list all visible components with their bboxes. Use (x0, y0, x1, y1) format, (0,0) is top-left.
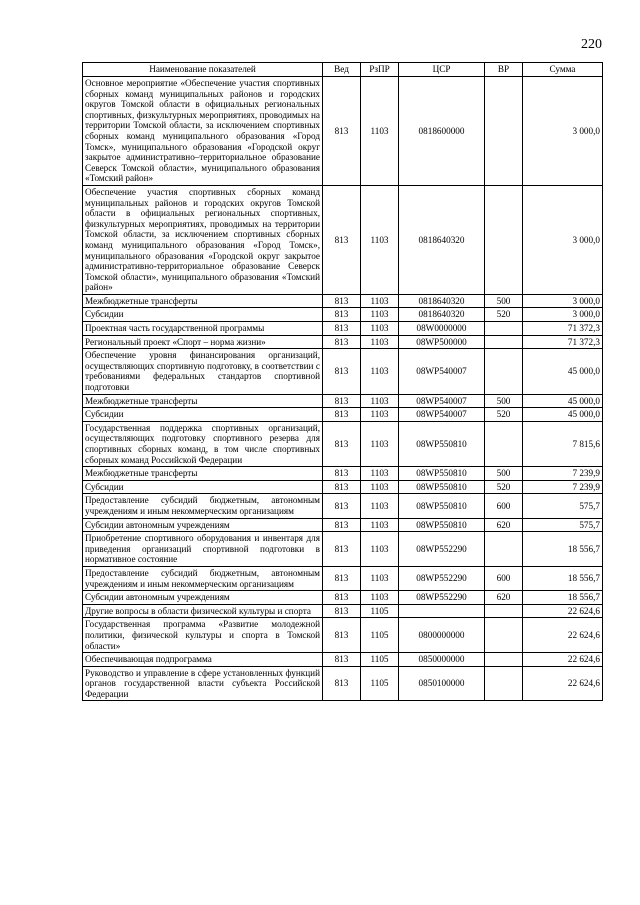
table-row (83, 566, 603, 590)
cell-ved: 813 (323, 322, 361, 336)
table-row (83, 335, 603, 349)
cell-name: Обеспечение уровня финансирования организаций, осуществляющих спортивную подготовку, в соответствии с требованиями федеральных стандартов спортивной подготовки (83, 349, 323, 394)
table-row (83, 77, 603, 186)
cell-rzpr: 1103 (361, 185, 399, 294)
cell-vr: 520 (485, 408, 523, 422)
cell-vr (485, 335, 523, 349)
cell-name: Обеспечивающая подпрограмма (83, 653, 323, 667)
cell-csr: 0818640320 (399, 308, 485, 322)
cell-sum: 22 624,6 (523, 618, 603, 653)
cell-sum: 575,7 (523, 518, 603, 532)
cell-sum: 7 815,6 (523, 421, 603, 466)
cell-name: Межбюджетные трансферты (83, 294, 323, 308)
cell-vr: 620 (485, 591, 523, 605)
cell-sum: 3 000,0 (523, 308, 603, 322)
table-row (83, 591, 603, 605)
header-name: Наименование показателей (83, 63, 323, 77)
table-header-row (83, 63, 603, 77)
cell-vr: 500 (485, 467, 523, 481)
table-row (83, 322, 603, 336)
cell-vr (485, 322, 523, 336)
cell-rzpr: 1105 (361, 666, 399, 701)
cell-vr: 500 (485, 294, 523, 308)
cell-name: Региональный проект «Спорт – норма жизни» (83, 335, 323, 349)
cell-name: Межбюджетные трансферты (83, 394, 323, 408)
cell-vr (485, 666, 523, 701)
cell-ved: 813 (323, 335, 361, 349)
cell-rzpr: 1103 (361, 480, 399, 494)
cell-sum: 22 624,6 (523, 653, 603, 667)
header-csr: ЦСР (399, 63, 485, 77)
cell-name: Государственная программа «Развитие молодежной политики, физической культуры и спорта в Томской области» (83, 618, 323, 653)
table-row (83, 532, 603, 567)
cell-vr: 600 (485, 494, 523, 518)
cell-csr: 08WP552290 (399, 591, 485, 605)
cell-ved: 813 (323, 185, 361, 294)
cell-name: Руководство и управление в сфере установленных функций органов государственной власти субъекта Российской Федерации (83, 666, 323, 701)
cell-vr (485, 604, 523, 618)
cell-csr: 0850000000 (399, 653, 485, 667)
cell-vr (485, 185, 523, 294)
cell-sum: 18 556,7 (523, 566, 603, 590)
cell-rzpr: 1103 (361, 494, 399, 518)
cell-sum: 3 000,0 (523, 294, 603, 308)
cell-vr (485, 349, 523, 394)
cell-sum: 45 000,0 (523, 408, 603, 422)
table-body (83, 77, 603, 701)
header-vr: ВР (485, 63, 523, 77)
cell-ved: 813 (323, 408, 361, 422)
cell-vr (485, 532, 523, 567)
cell-ved: 813 (323, 349, 361, 394)
table-row (83, 467, 603, 481)
cell-csr: 0850100000 (399, 666, 485, 701)
cell-sum: 71 372,3 (523, 322, 603, 336)
table-row (83, 480, 603, 494)
cell-vr: 520 (485, 480, 523, 494)
cell-rzpr: 1103 (361, 518, 399, 532)
header-sum: Сумма (523, 63, 603, 77)
cell-name: Предоставление субсидий бюджетным, автономным учреждениям и иным некоммерческим организациям (83, 494, 323, 518)
cell-rzpr: 1103 (361, 308, 399, 322)
cell-name: Предоставление субсидий бюджетным, автономным учреждениям и иным некоммерческим организациям (83, 566, 323, 590)
cell-rzpr: 1103 (361, 322, 399, 336)
cell-vr (485, 653, 523, 667)
cell-rzpr: 1105 (361, 604, 399, 618)
cell-ved: 813 (323, 518, 361, 532)
cell-csr: 08WP550810 (399, 467, 485, 481)
cell-name: Обеспечение участия спортивных сборных команд муниципальных районов и городских округов Томской области в официальных региональных спортивных, физкультурных мероприятиях, проводимых на территории Томской области, за исключением спортивных сборных команд муниципального образования «Город Томск», муниципального образования «Городской округ закрытое административно-территориальное образование Северск Томской области», муниципального образования «Томский район» (83, 185, 323, 294)
cell-csr: 08WP550810 (399, 518, 485, 532)
cell-vr: 620 (485, 518, 523, 532)
cell-name: Приобретение спортивного оборудования и инвентаря для приведения организаций спортивной подготовки в нормативное состояние (83, 532, 323, 567)
cell-sum: 575,7 (523, 494, 603, 518)
table-row (83, 604, 603, 618)
cell-rzpr: 1103 (361, 394, 399, 408)
cell-sum: 7 239,9 (523, 467, 603, 481)
table-row (83, 408, 603, 422)
cell-vr (485, 421, 523, 466)
cell-name: Субсидии (83, 408, 323, 422)
cell-ved: 813 (323, 480, 361, 494)
cell-sum: 22 624,6 (523, 604, 603, 618)
cell-vr: 500 (485, 394, 523, 408)
table-row (83, 618, 603, 653)
cell-sum: 18 556,7 (523, 591, 603, 605)
cell-ved: 813 (323, 494, 361, 518)
cell-rzpr: 1103 (361, 349, 399, 394)
cell-csr: 08WP550810 (399, 494, 485, 518)
cell-ved: 813 (323, 591, 361, 605)
cell-sum: 3 000,0 (523, 185, 603, 294)
cell-sum: 71 372,3 (523, 335, 603, 349)
cell-name: Проектная часть государственной программы (83, 322, 323, 336)
cell-ved: 813 (323, 566, 361, 590)
cell-ved: 813 (323, 294, 361, 308)
cell-name: Основное мероприятие «Обеспечение участия спортивных сборных команд муниципальных районов и городских округов Томской области в официальных региональных спортивных, физкультурных мероприятиях, проводимых на территории Томской области, за исключением спортивных сборных команд муниципального образования «Город Томск», муниципального образования «Городской округ закрытое административно–территориальное образование Северск Томской области», муниципального образования «Томский район» (83, 77, 323, 186)
cell-sum: 18 556,7 (523, 532, 603, 567)
cell-name: Другие вопросы в области физической культуры и спорта (83, 604, 323, 618)
cell-rzpr: 1103 (361, 335, 399, 349)
cell-csr (399, 604, 485, 618)
budget-table (82, 62, 603, 701)
cell-rzpr: 1105 (361, 653, 399, 667)
table-row (83, 494, 603, 518)
table-row (83, 666, 603, 701)
cell-ved: 813 (323, 604, 361, 618)
cell-csr: 08WP540007 (399, 349, 485, 394)
table-row (83, 349, 603, 394)
cell-ved: 813 (323, 653, 361, 667)
cell-ved: 813 (323, 394, 361, 408)
cell-sum: 7 239,9 (523, 480, 603, 494)
table-row (83, 394, 603, 408)
table-row (83, 421, 603, 466)
cell-name: Субсидии (83, 480, 323, 494)
cell-vr: 520 (485, 308, 523, 322)
cell-csr: 08WP500000 (399, 335, 485, 349)
cell-csr: 0800000000 (399, 618, 485, 653)
cell-rzpr: 1103 (361, 467, 399, 481)
cell-ved: 813 (323, 618, 361, 653)
cell-csr: 08WP552290 (399, 566, 485, 590)
cell-rzpr: 1103 (361, 566, 399, 590)
cell-rzpr: 1103 (361, 421, 399, 466)
cell-csr: 08W0000000 (399, 322, 485, 336)
cell-ved: 813 (323, 308, 361, 322)
table-row (83, 653, 603, 667)
cell-rzpr: 1105 (361, 618, 399, 653)
cell-rzpr: 1103 (361, 532, 399, 567)
table-row (83, 518, 603, 532)
cell-rzpr: 1103 (361, 591, 399, 605)
table-row (83, 185, 603, 294)
cell-rzpr: 1103 (361, 294, 399, 308)
cell-csr: 08WP540007 (399, 408, 485, 422)
cell-csr: 0818640320 (399, 294, 485, 308)
cell-name: Межбюджетные трансферты (83, 467, 323, 481)
cell-csr: 08WP552290 (399, 532, 485, 567)
cell-ved: 813 (323, 666, 361, 701)
cell-ved: 813 (323, 532, 361, 567)
table-row (83, 294, 603, 308)
cell-csr: 08WP550810 (399, 480, 485, 494)
table-row (83, 308, 603, 322)
cell-name: Субсидии автономным учреждениям (83, 518, 323, 532)
cell-sum: 45 000,0 (523, 394, 603, 408)
cell-sum: 45 000,0 (523, 349, 603, 394)
cell-rzpr: 1103 (361, 408, 399, 422)
cell-vr (485, 77, 523, 186)
cell-sum: 3 000,0 (523, 77, 603, 186)
cell-csr: 08WP540007 (399, 394, 485, 408)
cell-ved: 813 (323, 77, 361, 186)
header-ved: Вед (323, 63, 361, 77)
header-rzpr: РзПР (361, 63, 399, 77)
cell-name: Субсидии (83, 308, 323, 322)
cell-name: Субсидии автономным учреждениям (83, 591, 323, 605)
cell-vr (485, 618, 523, 653)
cell-rzpr: 1103 (361, 77, 399, 186)
cell-csr: 0818600000 (399, 77, 485, 186)
cell-name: Государственная поддержка спортивных организаций, осуществляющих подготовку спортивного резерва для спортивных сборных команд, в том числе спортивных сборных команд Российской Федерации (83, 421, 323, 466)
cell-csr: 08WP550810 (399, 421, 485, 466)
cell-sum: 22 624,6 (523, 666, 603, 701)
page-number: 220 (581, 37, 602, 52)
cell-csr: 0818640320 (399, 185, 485, 294)
cell-ved: 813 (323, 467, 361, 481)
cell-vr: 600 (485, 566, 523, 590)
cell-ved: 813 (323, 421, 361, 466)
